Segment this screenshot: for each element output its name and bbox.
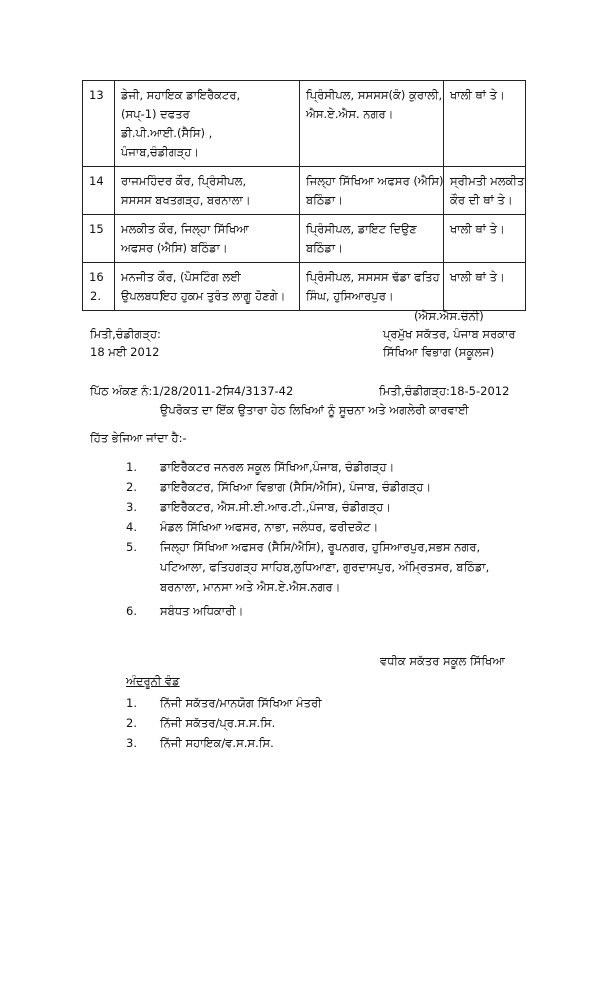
cell-line: ਜਿਲ੍ਹਾ ਸਿੱਖਿਆ ਅਫਸਰ (ਐਸਿ) [306,174,444,188]
table-cell-post [300,263,444,311]
table-cell-remark [444,167,526,215]
cell-line: ਬਠਿੰਡਾ। [306,241,343,255]
cell-line: ਉਪਲਬਧ) [121,289,164,303]
cell-line: ਮਲਕੀਤ ਕੌਰ, ਜਿਲ੍ਹਾ ਸਿੱਖਿਆ [121,222,249,236]
recipient-line: ਬਰਨਾਲਾ, ਮਾਨਸਾ ਅਤੇ ਐਸ.ਏ.ਐਸ.ਨਗਰ। [160,580,341,594]
recipient-line: ਪਟਿਆਲਾ, ਫਤਿਹਗੜ੍ਹ ਸਾਹਿਬ,ਲੁਧਿਆਣਾ, ਗੁਰਦਾਸਪੁਰ, ਅੰਮ੍ਰਿਤਸਰ, ਬਠਿੰਡਾ, [160,560,490,574]
internal-number: 3. [126,736,137,750]
table-cell-num: 15 [83,215,115,263]
order-date: 18 ਮਈ 2012 [90,345,160,359]
para-2-text: ਇਹ ਹੁਕਮ ਤੁਰੰਤ ਲਾਗੂ ਹੋਣਗੇ। [160,289,286,303]
table-cell-post [300,215,444,263]
internal-item: ਨਿੱਜੀ ਸਕੱਤਰ/ਮਾਨਯੋਗ ਸਿੱਖਿਆ ਮੰਤਰੀ [160,696,322,710]
cell-line: ਕੌਰ ਦੀ ਥਾਂ ਤੇ। [450,193,513,207]
cell-line: ਸ੍ਰੀਮਤੀ ਮਲਕੀਤ [450,174,525,188]
recipient-line: ਮੰਡਲ ਸਿੱਖਿਆ ਅਫਸਰ, ਨਾਭਾ, ਜਲੰਧਰ, ਫਰੀਦਕੋਟ। [160,520,379,534]
recipient-line: ਡਾਇਰੈਕਟਰ ਜਨਰਲ ਸਕੂਲ ਸਿੱਖਿਆ,ਪੰਜਾਬ, ਚੰਡੀਗੜ੍ਹ। [160,460,395,474]
cell-line: ਅਫਸਰ (ਐਸਿ) ਬਠਿੰਡਾ। [121,241,228,255]
internal-item: ਨਿੱਜੀ ਸਹਾਇਕ/ਵ.ਸ.ਸ.ਸਿ. [160,736,274,750]
cell-line: ਪ੍ਰਿੰਸੀਪਲ, ਸਸਸਸ(ਕੰ) ਕੁਰਾਲੀ, [306,88,443,102]
table-row [83,81,526,167]
table-cell-post [300,81,444,167]
cell-line: ਪ੍ਰਿੰਸੀਪਲ, ਸਸਸਸ ਢੱਡਾ ਫਤਿਹ [306,270,440,284]
recipient-number: 4. [126,520,137,534]
internal-distribution-heading: ਅੰਦਰੂਨੀ ਵੰਡ [126,674,180,688]
endorsement-date: ਮਿਤੀ,ਚੰਡੀਗੜ੍ਹ:18-5-2012 [379,384,510,398]
cell-line: ਪ੍ਰਿੰਸੀਪਲ, ਡਾਇਟ ਦਿਉਣ [306,222,417,236]
table-cell-num: 14 [83,167,115,215]
table-row [83,215,526,263]
cell-line: ਰਾਜਮਹਿੰਦਰ ਕੌਰ, ਪ੍ਰਿੰਸੀਪਲ, [121,174,247,188]
cell-line: ਖਾਲੀ ਥਾਂ ਤੇ। [450,88,505,102]
table-row [83,263,526,311]
cell-line: ਪੰਜਾਬ,ਚੰਡੀਗੜ੍ਹ। [121,145,200,159]
table-cell-remark [444,215,526,263]
recipient-number: 1. [126,460,137,474]
cell-line: ਬਠਿੰਡਾ। [306,193,343,207]
copy-forward-line-1: ਉਪਰੋਕਤ ਦਾ ਇੱਕ ਉਤਾਰਾ ਹੇਠ ਲਿਖਿਆਂ ਨੂੰ ਸੂਚਨਾ ਅਤੇ ਅਗਲੇਰੀ ਕਾਰਵਾਈ [160,403,469,417]
internal-number: 1. [126,696,137,710]
recipient-number: 3. [126,500,137,514]
table-cell-post [300,167,444,215]
table-cell-remark [444,263,526,311]
recipient-line: ਜਿਲ੍ਹਾ ਸਿੱਖਿਆ ਅਫਸਰ (ਸੈਸਿ/ਐਸਿ), ਰੂਪਨਗਰ, ਹੁਸਿਆਰਪੁਰ,ਸਭਸ ਨਗਰ, [160,540,481,554]
recipient-line: ਸਬੰਧਤ ਅਧਿਕਾਰੀ। [160,604,244,618]
cell-line: ਡੇਜੀ, ਸਹਾਇਕ ਡਾਇਰੈਕਟਰ, [121,88,241,102]
recipient-number: 5. [126,540,137,554]
cell-line: ਖਾਲੀ ਥਾਂ ਤੇ। [450,222,505,236]
endorsement-number: ਪਿੱਠ ਅੰਕਣ ਨੰ:1/28/2011-2ਸਿ4/3137-42 [90,384,294,398]
recipient-number: 2. [126,480,137,494]
recipient-line: ਡਾਇਰੈਕਟਰ, ਐਸ.ਸੀ.ਈ.ਆਰ.ਟੀ.,ਪੰਜਾਬ, ਚੰਡੀਗੜ੍ਹ। [160,500,391,514]
additional-secretary: ਵਧੀਕ ਸਕੱਤਰ ਸਕੂਲ ਸਿੱਖਿਆ [380,654,505,668]
table-cell-num: 16 [83,263,115,311]
date-place-label: ਮਿਤੀ,ਚੰਡੀਗੜ੍ਹ: [90,327,161,341]
para-2-number: 2. [90,289,101,303]
postings-table [82,80,526,311]
internal-item: ਨਿੱਜੀ ਸਕੱਤਰ/ਪ੍ਰ.ਸ.ਸ.ਸਿ. [160,716,276,730]
cell-line: (ਸਪ੍-1) ਦਫਤਰ [121,107,190,121]
table-row [83,167,526,215]
table-cell-name [115,81,300,167]
recipient-number: 6. [126,604,137,618]
copy-forward-line-2: ਹਿੱਤ ਭੇਜਿਆ ਜਾਂਦਾ ਹੈ:- [90,431,187,445]
table-cell-remark [444,81,526,167]
cell-line: ਸਿੰਘ, ਹੁਸਿਆਰਪੁਰ। [306,289,394,303]
cell-line: ਡੀ.ਪੀ.ਆਈ.(ਸੈਸਿ) , [121,126,213,140]
signatory-title: ਪ੍ਰਮੁੱਖ ਸਕੱਤਰ, ਪੰਜਾਬ ਸਰਕਾਰ [383,327,516,341]
cell-line: ਖਾਲੀ ਥਾਂ ਤੇ। [450,270,505,284]
table-cell-num: 13 [83,81,115,167]
table-cell-name [115,167,300,215]
signatory-name: (ਐਸ.ਐਸ.ਚੰਨੀ) [414,309,484,323]
cell-line: ਐਸ.ਏ.ਐਸ. ਨਗਰ। [306,107,394,121]
cell-line: ਸਸਸਸ ਬਖਤਗੜ੍ਹ, ਬਰਨਾਲਾ। [121,193,251,207]
table-cell-name [115,215,300,263]
internal-number: 2. [126,716,137,730]
department: ਸਿੱਖਿਆ ਵਿਭਾਗ (ਸਕੂਲਜ) [383,345,495,359]
cell-line: ਮਨਜੀਤ ਕੌਰ, (ਪੋਸਟਿੰਗ ਲਈ [121,270,241,284]
recipient-line: ਡਾਇਰੈਕਟਰ, ਸਿੱਖਿਆ ਵਿਭਾਗ (ਸੈਸਿ/ਐਸਿ), ਪੰਜਾਬ, ਚੰਡੀਗੜ੍ਹ। [160,480,432,494]
